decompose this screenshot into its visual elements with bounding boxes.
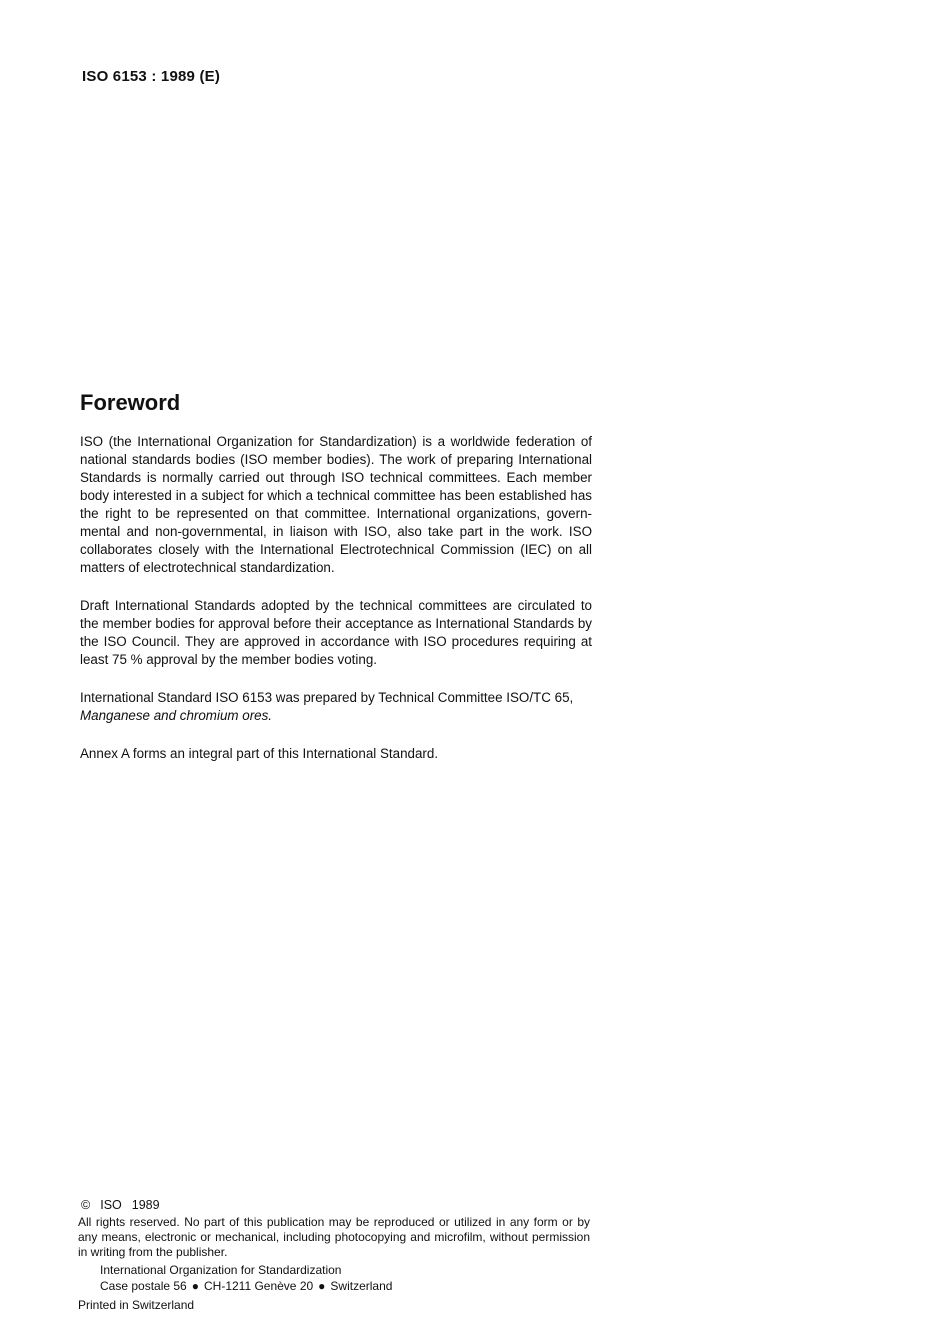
document-reference: ISO 6153 : 1989 (E) — [82, 68, 221, 85]
foreword-title: Foreword — [80, 390, 181, 415]
copyright-icon: © — [81, 1198, 91, 1212]
foreword-paragraph-annex: Annex A forms an integral part of this International Standard. — [80, 746, 439, 761]
committee-subject: Manganese and chromium ores. — [80, 708, 273, 723]
foreword-paragraph-approval: Draft International Standards adopted by the technical committees are circulated to the member bodies for approval before their acceptance as International Standards by the ISO Council. They are approved in accordance with ISO procedures requiring at least 75 % approval by the member bodies voting. — [80, 598, 592, 667]
foreword-paragraph-iso: ISO (the International Organization for Standardization) is a worldwide federation of national standards bodies (ISO member bodies). The work of preparing International Standards is normally carried out through ISO technical committees. Each member body interested in a subject for which a technical committee has been established has the right to be represented on that committee. International organizations, govern-mental and non-governmental, in liaison with ISO, also take part in the work. ISO collaborates closely with the International Electrotechnical Commission (IEC) on all matters of electrotechnical standardization. — [80, 434, 592, 575]
copyright-org: ISO — [100, 1198, 122, 1212]
copyright-year: 1989 — [131, 1198, 160, 1212]
printed-note: Printed in Switzerland — [78, 1298, 195, 1312]
address-city: CH-1211 Genève 20 — [203, 1279, 314, 1293]
publisher-name: International Organization for Standardization — [100, 1263, 342, 1277]
copyright-line — [81, 1198, 590, 1213]
publisher-address — [100, 1262, 590, 1294]
address-country: Switzerland — [330, 1279, 393, 1293]
publisher-postal — [100, 1278, 590, 1294]
foreword-paragraph-committee — [80, 689, 592, 725]
committee-text: International Standard ISO 6153 was prepared by Technical Committee ISO/TC 65, — [80, 690, 574, 705]
bullet-icon: ● — [191, 1279, 199, 1293]
address-postbox: Case postale 56 — [100, 1279, 187, 1293]
foreword-section — [80, 390, 592, 783]
bullet-icon: ● — [318, 1279, 326, 1293]
rights-statement: All rights reserved. No part of this publication may be reproduced or utilized in any form or by any means, electronic or mechanical, including photocopying and microfilm, without permission in writing from the publisher. — [78, 1215, 590, 1259]
copyright-footer — [78, 1198, 590, 1313]
